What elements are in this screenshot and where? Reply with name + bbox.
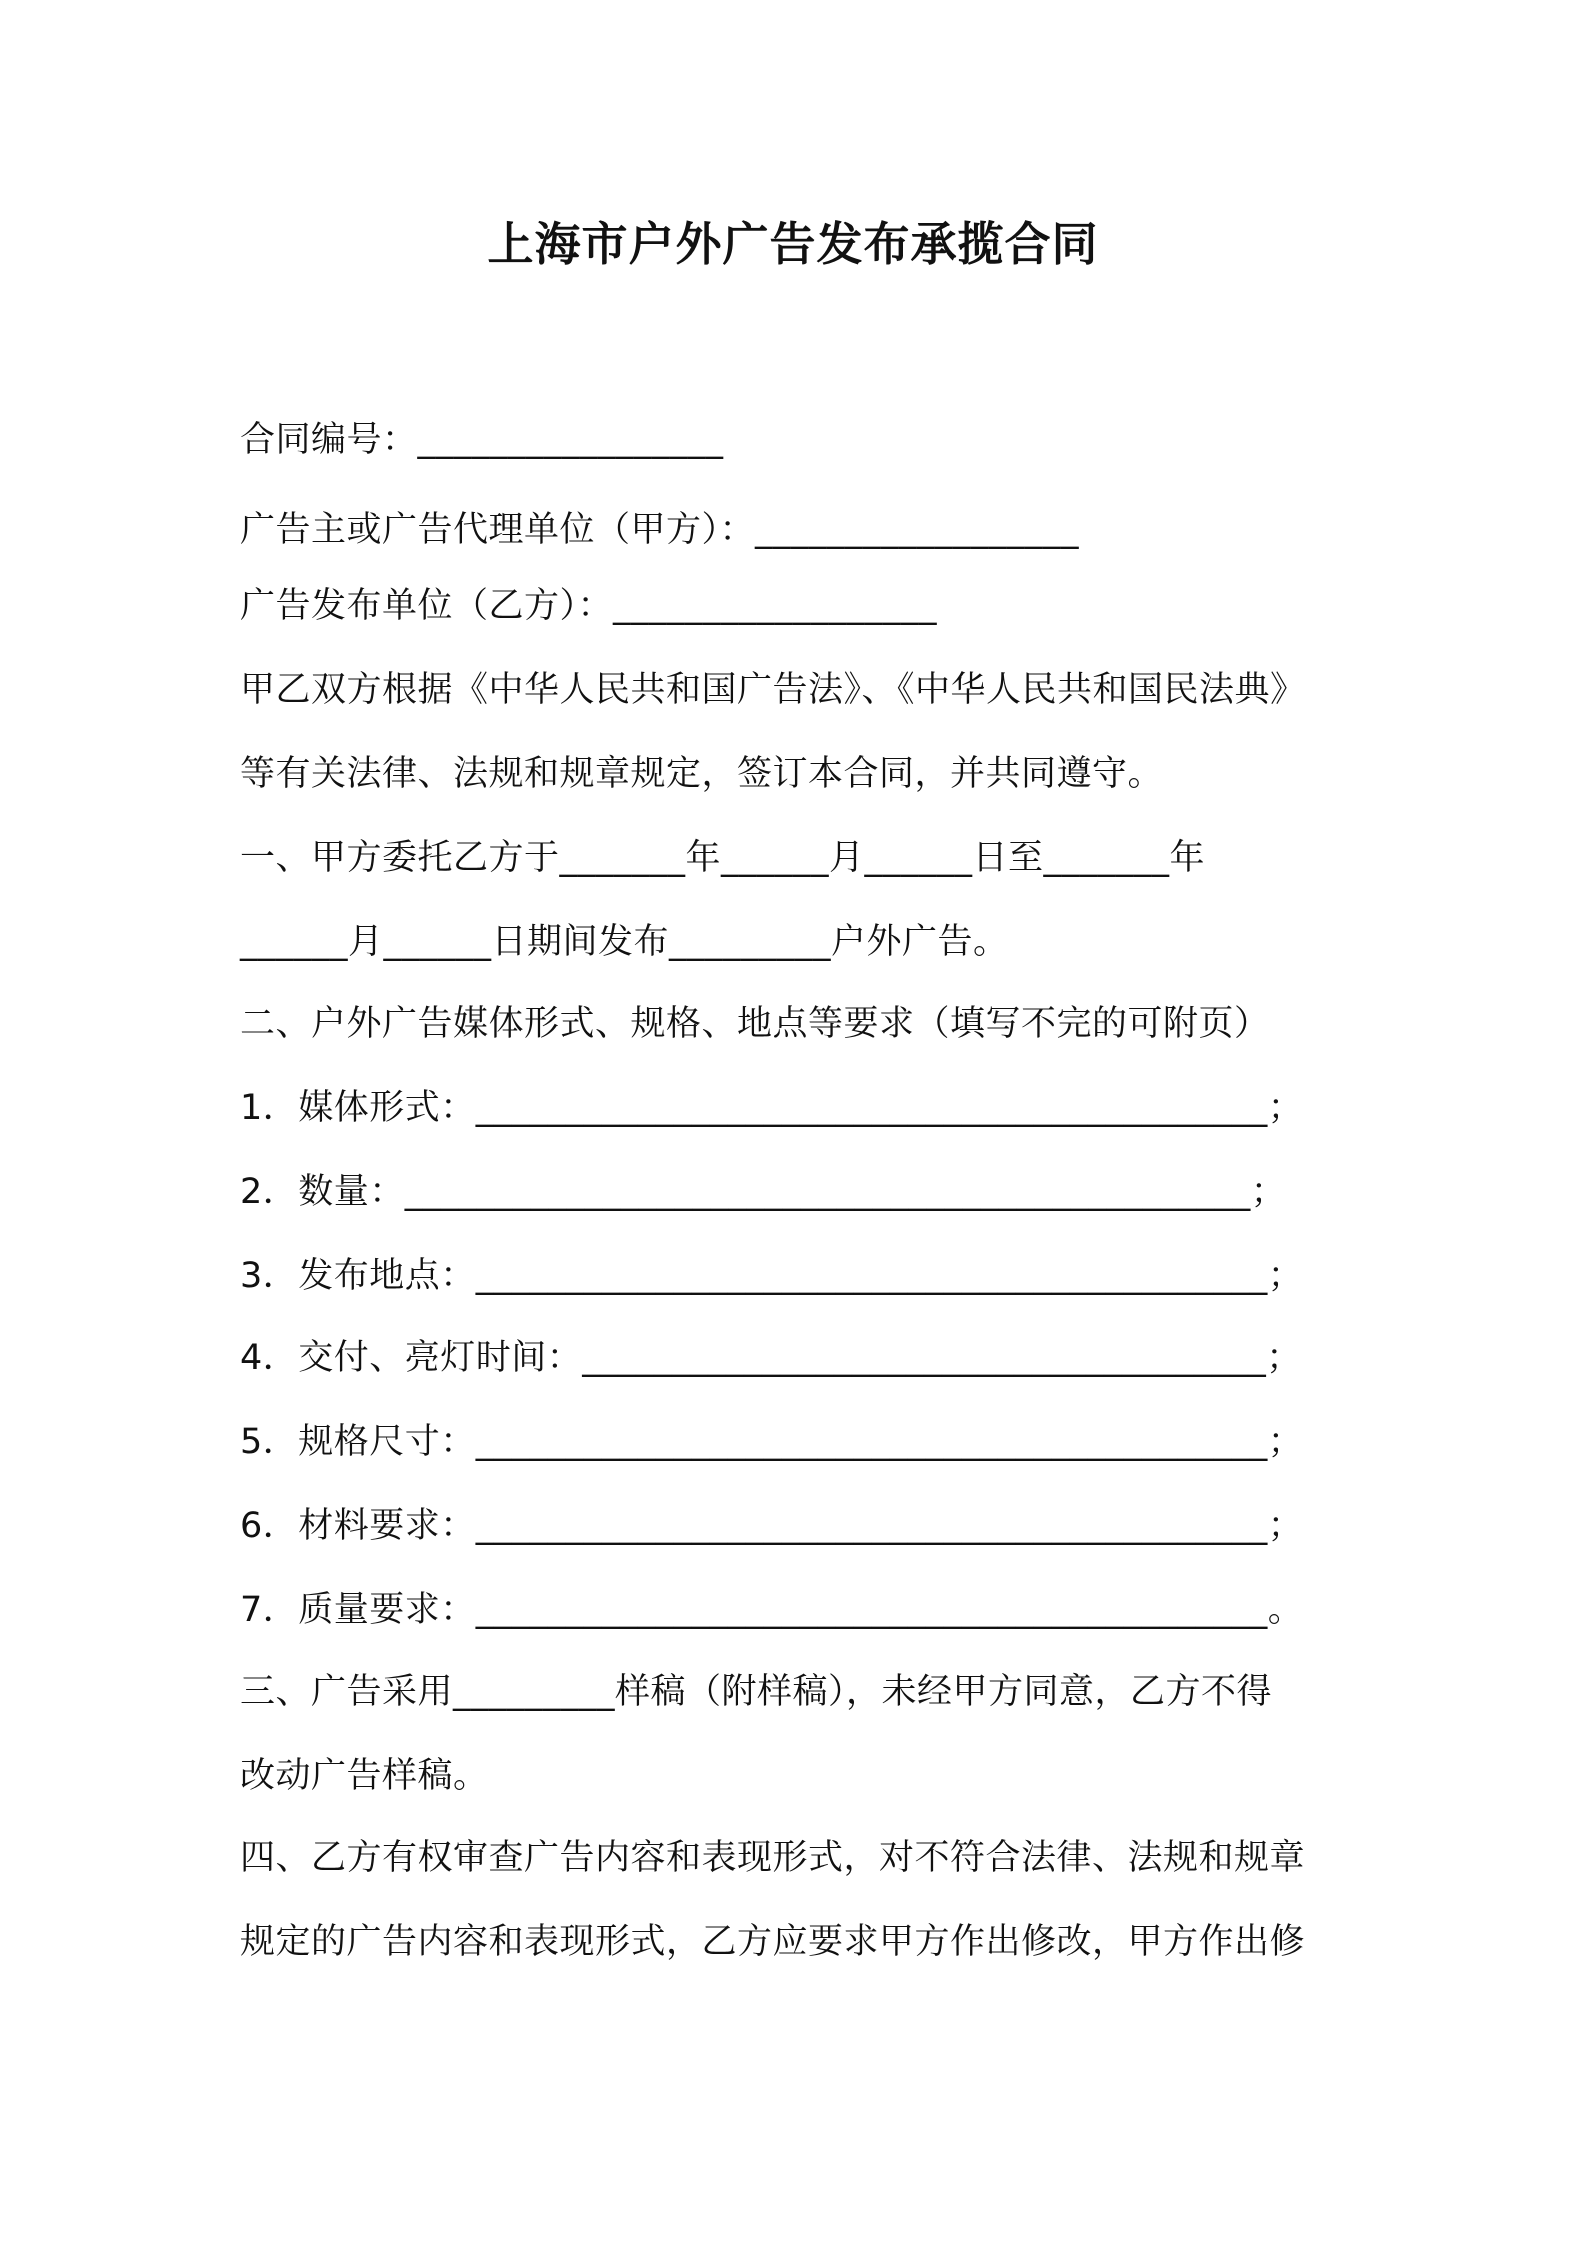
item-location: 3．发布地点：____________________________________________； <box>240 1256 1304 1296</box>
clause-4-line-2: 规定的广告内容和表现形式，乙方应要求甲方作出修改，甲方作出修 <box>240 1922 1306 1962</box>
item-quantity: 2．数量：_______________________________________________； <box>240 1172 1287 1212</box>
clause-1-line-2: ______月______日期间发布_________户外广告。 <box>240 922 1009 962</box>
item-quality: 7．质量要求：____________________________________________。 <box>240 1590 1304 1630</box>
party-b-line: 广告发布单位（乙方）：__________________ <box>240 586 938 626</box>
item-media-form: 1．媒体形式：____________________________________________； <box>240 1088 1304 1128</box>
party-a-line: 广告主或广告代理单位（甲方）：__________________ <box>240 510 1080 550</box>
clause-3-line-2: 改动广告样稿。 <box>240 1756 489 1796</box>
clause-2-heading: 二、户外广告媒体形式、规格、地点等要求（填写不完的可附页） <box>240 1004 1270 1044</box>
contract-number-line: 合同编号：_________________ <box>240 420 724 460</box>
item-materials: 6．材料要求：____________________________________________； <box>240 1506 1304 1546</box>
clause-4-line-1: 四、乙方有权审查广告内容和表现形式，对不符合法律、法规和规章 <box>240 1838 1306 1878</box>
item-size: 5．规格尺寸：____________________________________________； <box>240 1422 1304 1462</box>
document-title: 上海市户外广告发布承揽合同 <box>487 217 1099 271</box>
preamble-line-2: 等有关法律、法规和规章规定，签订本合同，并共同遵守。 <box>240 754 1164 794</box>
item-delivery-time: 4．交付、亮灯时间：______________________________________； <box>240 1338 1302 1378</box>
preamble-line-1: 甲乙双方根据《中华人民共和国广告法》、《中华人民共和国民法典》 <box>240 670 1306 710</box>
clause-1-line-1: 一、甲方委托乙方于_______年______月______日至_______年 <box>240 838 1206 878</box>
clause-3-line-1: 三、广告采用_________样稿（附样稿），未经甲方同意，乙方不得 <box>240 1672 1273 1712</box>
